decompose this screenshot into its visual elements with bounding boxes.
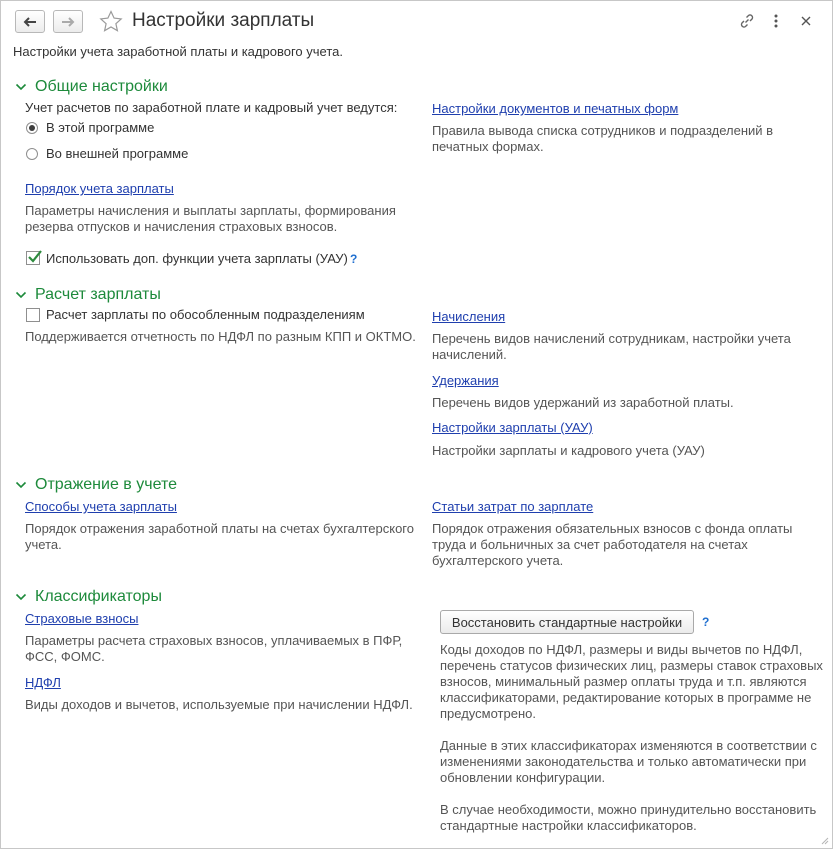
cost-items-link[interactable]: Статьи затрат по зарплате	[432, 499, 594, 514]
classifiers-info-line9: В случае необходимости, можно принудительно восстановить	[440, 802, 817, 817]
classifiers-info-line3: взносов, минимальный размер оплаты труда и т.п. являются	[440, 674, 807, 689]
back-button[interactable]	[15, 10, 45, 33]
docs-settings-link[interactable]: Настройки документов и печатных форм	[432, 101, 679, 116]
cost-items-desc-line3: бухгалтерского учета.	[432, 553, 564, 568]
classifiers-info-line1: Коды доходов по НДФЛ, размеры и виды вычетов по НДФЛ,	[440, 642, 803, 657]
page-title: Настройки зарплаты	[132, 10, 315, 31]
close-icon	[801, 16, 811, 26]
section-payroll-title: Расчет зарплаты	[35, 286, 161, 303]
classifiers-info-line4: классификаторами, редактирование которых в программе не	[440, 690, 812, 705]
favorite-star-icon[interactable]	[99, 10, 123, 33]
radio-this-program-label[interactable]: В этой программе	[46, 120, 155, 135]
salary-order-desc-line2: резерва отпусков и начисления страховых взносов.	[25, 219, 338, 234]
insurance-link[interactable]: Страховые взносы	[25, 611, 139, 626]
classifiers-info-line6: Данные в этих классификаторах изменяются в соответствии с	[440, 738, 817, 753]
chevron-down-icon	[15, 591, 27, 603]
section-general-header[interactable]	[15, 78, 168, 96]
radio-this-program[interactable]	[26, 122, 38, 134]
classifiers-info-line10: стандартные настройки классификаторов.	[440, 818, 697, 833]
classifiers-info-line7: изменениями законодательства и только автоматически при	[440, 754, 807, 769]
link-icon	[739, 13, 755, 29]
deductions-link[interactable]: Удержания	[432, 373, 499, 388]
deductions-desc: Перечень видов удержаний из заработной платы.	[432, 395, 734, 410]
uau-help-icon[interactable]: ?	[350, 252, 358, 266]
radio-external-program-label[interactable]: Во внешней программе	[46, 146, 189, 161]
separate-divisions-label[interactable]: Расчет зарплаты по обособленным подразделениям	[46, 307, 365, 322]
classifiers-info-line5: предусмотрено.	[440, 706, 536, 721]
uau-checkbox[interactable]	[26, 251, 40, 265]
chevron-down-icon	[15, 479, 27, 491]
more-vertical-icon	[774, 14, 778, 28]
salary-order-desc-line1: Параметры начисления и выплаты зарплаты, формирования	[25, 203, 396, 218]
uau-settings-desc: Настройки зарплаты и кадрового учета (УАУ)	[432, 443, 705, 458]
salary-order-link[interactable]: Порядок учета зарплаты	[25, 181, 174, 196]
forward-button[interactable]	[53, 10, 83, 33]
ndfl-desc: Виды доходов и вычетов, используемые при начислении НДФЛ.	[25, 697, 413, 712]
section-classifiers-title: Классификаторы	[35, 588, 162, 605]
cost-items-desc-line2: труда и больничных за счет работодателя на счетах	[432, 537, 748, 552]
separate-divisions-desc: Поддерживается отчетность по НДФЛ по разным КПП и ОКТМО.	[25, 329, 416, 344]
more-menu-button[interactable]	[767, 12, 785, 30]
section-payroll-header[interactable]	[15, 286, 161, 304]
classifiers-info-line8: обновлении конфигурации.	[440, 770, 606, 785]
ndfl-link[interactable]: НДФЛ	[25, 675, 61, 690]
close-button[interactable]	[797, 12, 815, 30]
section-general-title: Общие настройки	[35, 78, 168, 95]
separate-divisions-checkbox[interactable]	[26, 308, 40, 322]
salary-methods-desc-line1: Порядок отражения заработной платы на счетах бухгалтерского	[25, 521, 414, 536]
accruals-desc-line1: Перечень видов начислений сотрудникам, настройки учета	[432, 331, 791, 346]
docs-desc-line1: Правила вывода списка сотрудников и подразделений в	[432, 123, 774, 138]
accruals-link[interactable]: Начисления	[432, 309, 506, 324]
restore-defaults-button[interactable]: Восстановить стандартные настройки	[440, 610, 694, 634]
classifiers-info-line2: перечень статусов физических лиц, размеры ставок страховых	[440, 658, 823, 673]
accruals-desc-line2: начислений.	[432, 347, 507, 362]
uau-checkbox-label[interactable]: Использовать доп. функции учета зарплаты (УАУ)	[46, 251, 348, 266]
insurance-desc-line1: Параметры расчета страховых взносов, уплачиваемых в ПФР,	[25, 633, 403, 648]
uau-settings-link[interactable]: Настройки зарплаты (УАУ)	[432, 420, 593, 435]
cost-items-desc-line1: Порядок отражения обязательных взносов с фонда оплаты	[432, 521, 793, 536]
section-classifiers-header[interactable]	[15, 588, 162, 606]
section-accounting-header[interactable]	[15, 476, 177, 494]
radio-external-program[interactable]	[26, 148, 38, 160]
chevron-down-icon	[15, 81, 27, 93]
resize-grip-icon[interactable]	[819, 835, 829, 845]
checkmark-icon	[27, 249, 43, 265]
docs-desc-line2: печатных формах.	[432, 139, 544, 154]
link-button[interactable]	[738, 12, 756, 30]
salary-methods-link[interactable]: Способы учета зарплаты	[25, 499, 177, 514]
section-accounting-title: Отражение в учете	[35, 476, 177, 493]
page-subtitle: Настройки учета заработной платы и кадрового учета.	[13, 44, 343, 59]
arrow-left-icon	[23, 17, 37, 27]
accounting-question-label: Учет расчетов по заработной плате и кадровый учет ведутся:	[25, 100, 398, 115]
chevron-down-icon	[15, 289, 27, 301]
insurance-desc-line2: ФСС, ФОМС.	[25, 649, 105, 664]
restore-help-icon[interactable]: ?	[702, 615, 710, 629]
salary-methods-desc-line2: учета.	[25, 537, 62, 552]
arrow-right-icon	[61, 17, 75, 27]
